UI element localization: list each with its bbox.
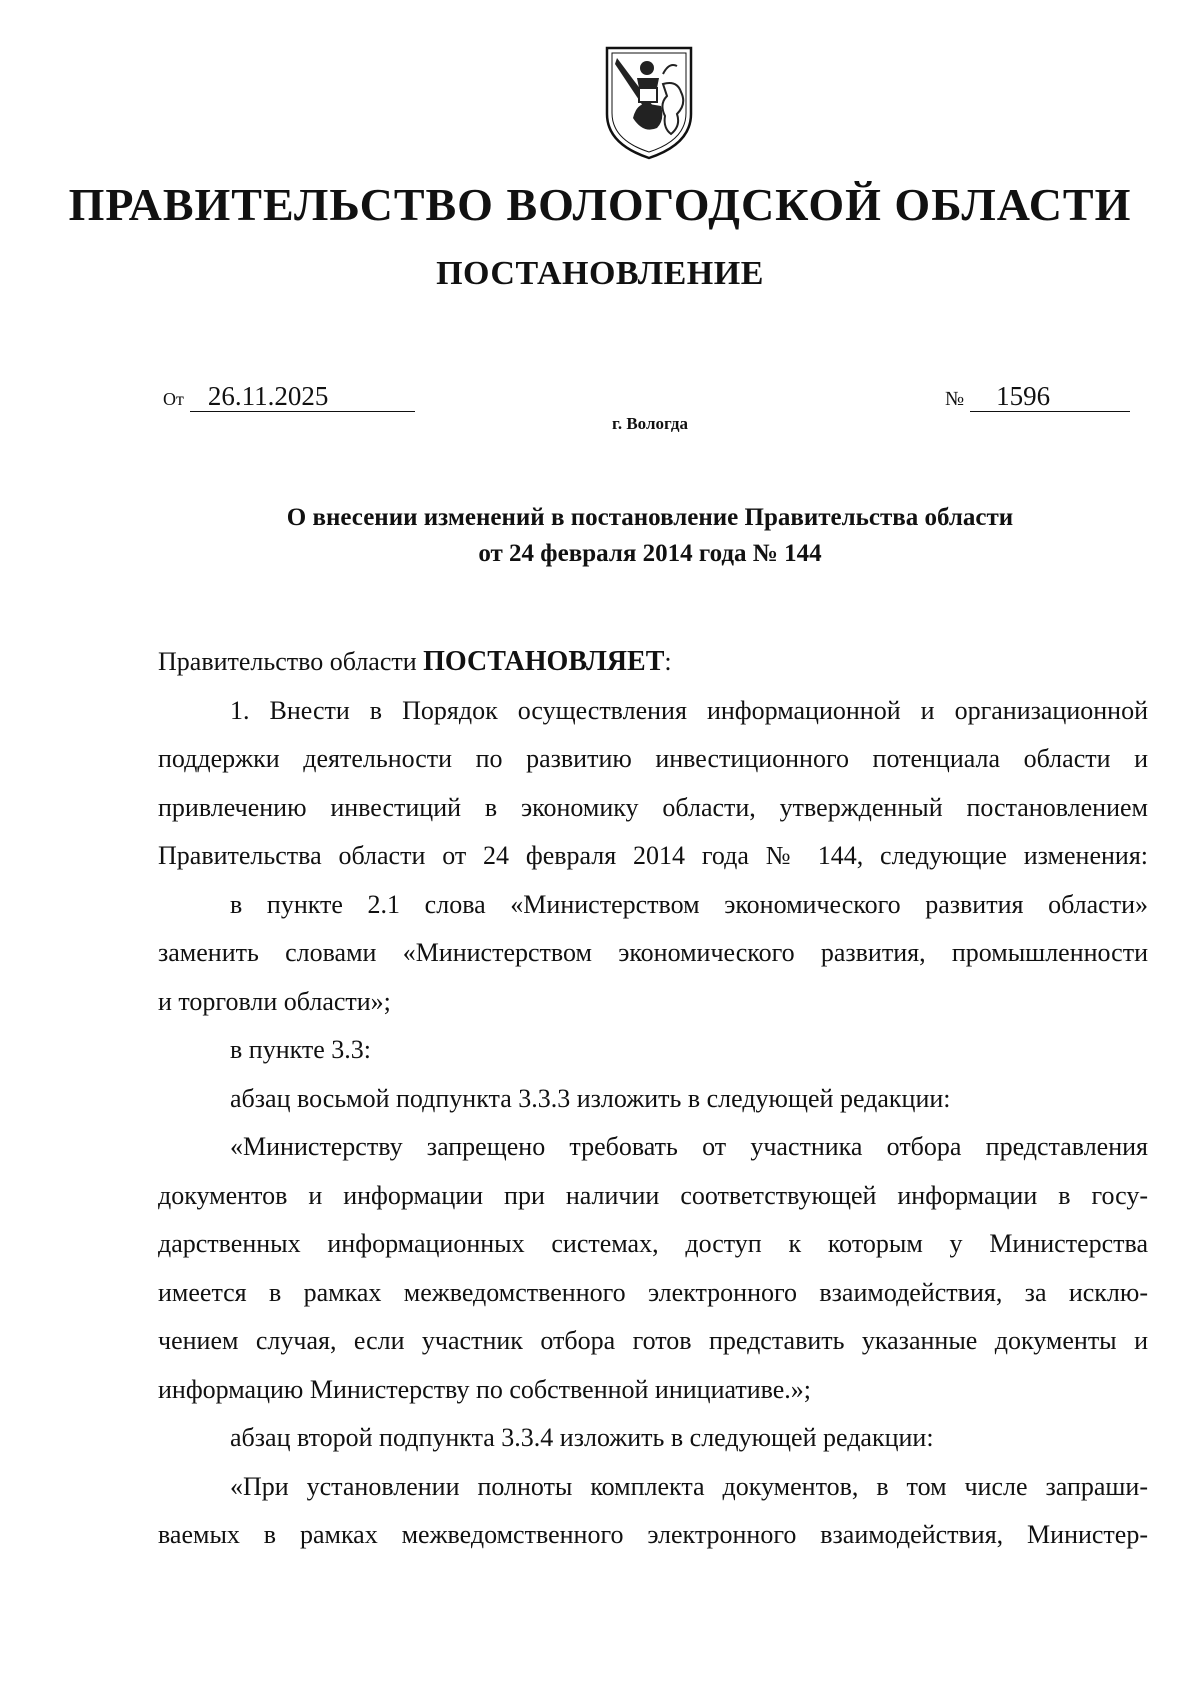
intro-suffix: : xyxy=(664,647,672,676)
body-line: информацию Министерству по собственной инициативе.»; xyxy=(158,1374,812,1404)
number-label: № xyxy=(945,388,965,410)
body-line: абзац восьмой подпункта 3.3.3 изложить в следующей редакции: xyxy=(230,1083,951,1113)
date-label: От xyxy=(163,389,184,409)
intro-prefix: Правительство области xyxy=(158,647,424,676)
body-line: «При установлении полноты комплекта документов, в том числе запраши- xyxy=(230,1471,1148,1501)
body-line: поддержки деятельности по развитию инвестиционного потенциала области и xyxy=(158,744,1148,773)
body-line: заменить словами «Министерством экономического развития, промышленности xyxy=(158,938,1148,967)
coat-of-arms-vologda-icon xyxy=(603,44,695,162)
document-subject xyxy=(0,500,1200,572)
body-line: документов и информации при наличии соответствующей информации в госу- xyxy=(158,1180,1148,1210)
body-line: абзац второй подпункта 3.3.4 изложить в следующей редакции: xyxy=(230,1423,934,1452)
subject-line: от 24 февраля 2014 года № 144 xyxy=(478,540,822,567)
body-line: в пункте 2.1 слова «Министерством экономического развития области» xyxy=(230,889,1148,919)
body-line: Правительства области от 24 февраля 2014 года № 144, следующие изменения: xyxy=(158,841,1148,870)
body-line: привлечению инвестиций в экономику области, утвержденный постановлением xyxy=(158,792,1148,822)
city-label: г. Вологда xyxy=(612,414,688,433)
body-line: дарственных информационных системах, доступ к которым у Министерства xyxy=(158,1229,1148,1258)
subject-line: О внесении изменений в постановление Правительства области xyxy=(286,504,1014,531)
body-line: чением случая, если участник отбора готов представить указанные документы и xyxy=(158,1326,1148,1355)
body-line: «Министерству запрещено требовать от участника отбора представления xyxy=(230,1132,1148,1161)
intro-verb: ПОСТАНОВЛЯЕТ xyxy=(423,646,665,677)
body-line: ваемых в рамках межведомственного электронного взаимодействия, Министер- xyxy=(158,1520,1148,1549)
number-row xyxy=(945,381,1130,412)
intro-paragraph xyxy=(158,638,1148,687)
document-type: ПОСТАНОВЛЕНИЕ xyxy=(436,255,764,292)
body-line: в пункте 3.3: xyxy=(230,1035,372,1064)
body-line: и торговли области»; xyxy=(158,986,391,1016)
organization-title: ПРАВИТЕЛЬСТВО ВОЛОГОДСКОЙ ОБЛАСТИ xyxy=(68,179,1132,230)
date-row xyxy=(163,381,415,412)
body-line: имеется в рамках межведомственного электронного взаимодействия, за исклю- xyxy=(158,1277,1148,1307)
body-line: 1. Внести в Порядок осуществления информационной и организационной xyxy=(230,695,1148,725)
document-number: 1596 xyxy=(970,381,1130,412)
document-date: 26.11.2025 xyxy=(190,381,415,412)
document-body xyxy=(158,638,1148,1560)
